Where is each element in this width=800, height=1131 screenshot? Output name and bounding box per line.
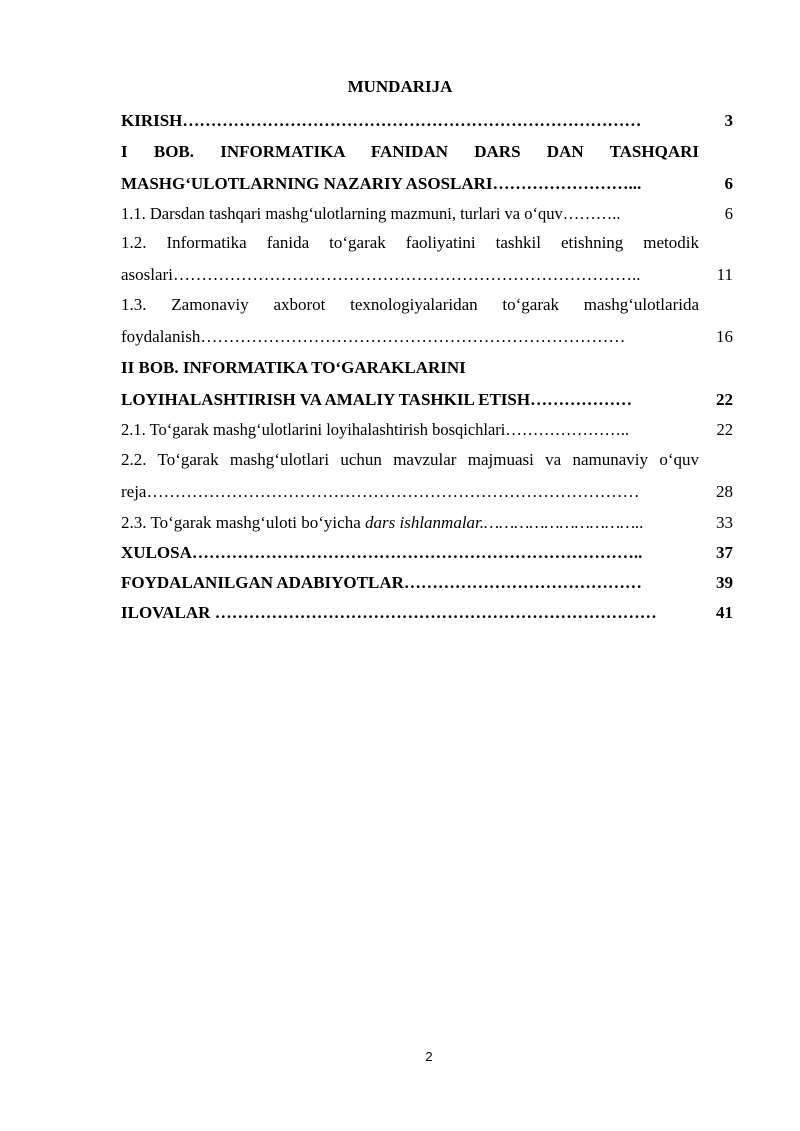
entry-text: KIRISH	[121, 111, 183, 130]
entry-text: MASHG‘ULOTLARNING NAZARIY ASOSLARI	[121, 174, 493, 193]
toc-entry-1-2	[121, 264, 733, 286]
toc-entry-1-3	[121, 326, 733, 348]
entry-text: LOYIHALASHTIRISH VA AMALIY TASHKIL ETISH	[121, 390, 531, 409]
entry-leader: ……………………………………	[403, 573, 642, 592]
entry-text: foydalanish	[121, 327, 201, 346]
entry-leader: ……………………...	[492, 174, 642, 193]
entry-page: 6	[724, 174, 733, 193]
toc-title: MUNDARIJA	[347, 77, 453, 96]
entry-page: 28	[716, 482, 733, 501]
toc-entry-1-1	[121, 203, 733, 225]
page-number: 2	[425, 1049, 433, 1064]
toc-entry-kirish	[121, 110, 733, 132]
entry-text: 2.1. To‘garak mashg‘ulotlarini loyihalashtirish bosqichlari	[121, 420, 506, 439]
entry-text: reja	[121, 482, 147, 501]
entry-page: 39	[716, 573, 733, 592]
entry-leader: ……………………………………………………………………	[214, 603, 657, 622]
entry-page: 6	[724, 204, 733, 223]
toc-entry-chapter2	[121, 389, 733, 411]
entry-leader: ………………………………………………………………………..	[172, 265, 641, 284]
entry-page: 22	[716, 420, 733, 439]
entry-leader: ………..	[562, 204, 621, 223]
entry-text-italic: dars ishlanmalar.	[365, 513, 485, 532]
toc-entry-ilovalar	[121, 602, 733, 624]
toc-entry-2-3	[121, 512, 733, 534]
entry-leader: ……………………………………………………………………..	[191, 543, 643, 562]
toc-entry-xulosa	[121, 542, 733, 564]
entry-text-main: 2.3. To‘garak mashg‘uloti bo‘yicha	[121, 513, 365, 532]
entry-page: 33	[716, 513, 733, 532]
entry-leader: ………………………………………………………………………	[182, 111, 642, 130]
entry-text: asoslari	[121, 265, 173, 284]
entry-text: XULOSA	[121, 543, 192, 562]
toc-chapter2-heading: II BOB. INFORMATIKA TO‘GARAKLARINI	[121, 358, 466, 377]
toc-1-2-line: 1.2. Informatika fanida to‘garak faoliyatini tashkil etishning metodik	[121, 233, 699, 252]
toc-2-2-line: 2.2. To‘garak mashg‘ulotlari uchun mavzular majmuasi va namunaviy o‘quv	[121, 450, 699, 469]
toc-entry-adabiyotlar	[121, 572, 733, 594]
entry-leader: ……………………………………………………………………………	[146, 482, 640, 501]
entry-text: ILOVALAR	[121, 603, 215, 622]
entry-text: FOYDALANILGAN ADABIYOTLAR	[121, 573, 404, 592]
entry-page: 11	[716, 265, 733, 284]
entry-leader: …………………………………………………………………	[200, 327, 626, 346]
toc-entry-2-1	[121, 419, 733, 441]
entry-text	[121, 512, 484, 534]
entry-page: 16	[716, 327, 733, 346]
entry-page: 3	[724, 111, 733, 130]
entry-leader: …………………..	[505, 420, 630, 439]
entry-page: 22	[716, 390, 733, 409]
entry-text: 1.1. Darsdan tashqari mashg‘ulotlarning mazmuni, turlari va o‘quv	[121, 204, 563, 223]
entry-page: 37	[716, 543, 733, 562]
entry-leader: ………………	[530, 390, 633, 409]
toc-entry-2-2	[121, 481, 733, 503]
toc-1-3-line: 1.3. Zamonaviy axborot texnologiyalaridan to‘garak mashg‘ulotlarida	[121, 295, 699, 314]
toc-entry-chapter1	[121, 173, 733, 195]
toc-chapter1-heading: I BOB. INFORMATIKA FANIDAN DARS DAN TASHQARI	[121, 142, 699, 161]
entry-leader: …………………………..	[484, 513, 644, 532]
entry-page: 41	[716, 603, 733, 622]
